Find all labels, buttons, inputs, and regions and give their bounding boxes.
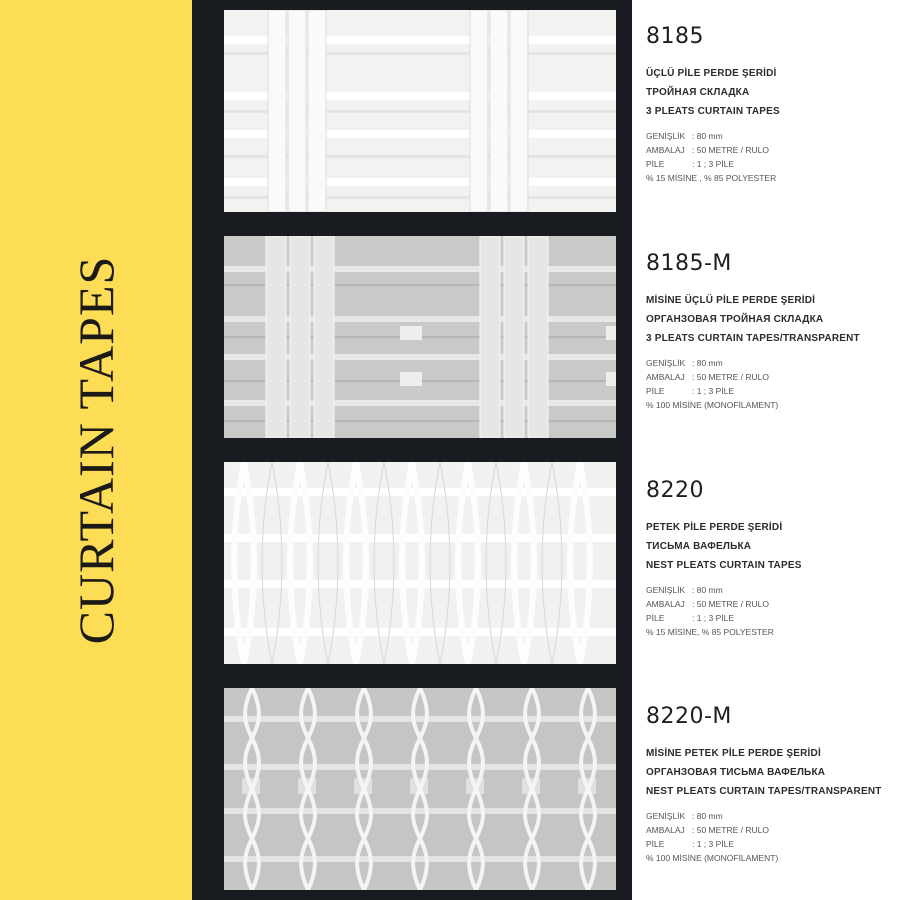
- name-english: NEST PLEATS CURTAIN TAPES: [646, 560, 802, 571]
- name-russian: ТИСЬМА ВАФЕЛЬКА: [646, 541, 752, 552]
- sidebar-title: CURTAIN TAPES: [68, 255, 124, 645]
- name-turkish: MİSİNE ÜÇLÜ PİLE PERDE ŞERİDİ: [646, 295, 816, 306]
- product-names: [646, 64, 896, 121]
- name-russian: ОРГАНЗОВАЯ ТИСЬМА ВАФЕЛЬКА: [646, 767, 826, 778]
- spec-composition: % 100 MİSİNE (MONOFİLAMENT): [646, 400, 779, 410]
- name-russian: ТРОЙНАЯ СКЛАДКА: [646, 87, 750, 98]
- name-russian: ОРГАНЗОВАЯ ТРОЙНАЯ СКЛАДКА: [646, 314, 824, 325]
- spec-pleat: PİLE : 1 ; 3 PİLE: [646, 839, 735, 849]
- product-specs: [646, 356, 896, 412]
- name-turkish: ÜÇLÜ PİLE PERDE ŞERİDİ: [646, 68, 777, 79]
- swatch-8220: [224, 462, 616, 664]
- spec-composition: % 15 MİSİNE, % 85 POLYESTER: [646, 627, 774, 637]
- swatch-8185-m: [224, 236, 616, 438]
- product-names: [646, 744, 896, 801]
- product-names: [646, 291, 896, 348]
- spec-width: GENİŞLİK : 80 mm: [646, 811, 723, 821]
- product-code: 8185: [646, 24, 704, 49]
- product-specs: [646, 583, 896, 639]
- product-info-8185-m: [646, 251, 896, 412]
- product-code: 8220: [646, 478, 704, 503]
- product-info-8220: [646, 478, 896, 639]
- product-specs: [646, 129, 896, 185]
- name-english: 3 PLEATS CURTAIN TAPES/TRANSPARENT: [646, 333, 860, 344]
- product-info-8185: [646, 24, 896, 185]
- name-english: NEST PLEATS CURTAIN TAPES/TRANSPARENT: [646, 786, 882, 797]
- product-names: [646, 518, 896, 575]
- spec-width: GENİŞLİK : 80 mm: [646, 131, 723, 141]
- spec-pleat: PİLE : 1 ; 3 PİLE: [646, 613, 735, 623]
- spec-packaging: AMBALAJ : 50 METRE / RULO: [646, 599, 769, 609]
- product-info-8220-m: [646, 704, 896, 865]
- spec-composition: % 100 MİSİNE (MONOFİLAMENT): [646, 853, 779, 863]
- spec-width: GENİŞLİK : 80 mm: [646, 358, 723, 368]
- spec-packaging: AMBALAJ : 50 METRE / RULO: [646, 145, 769, 155]
- spec-packaging: AMBALAJ : 50 METRE / RULO: [646, 372, 769, 382]
- sidebar: [0, 0, 192, 900]
- product-code: 8220-M: [646, 704, 732, 729]
- name-english: 3 PLEATS CURTAIN TAPES: [646, 106, 780, 117]
- name-turkish: MİSİNE PETEK PİLE PERDE ŞERİDİ: [646, 748, 821, 759]
- spec-packaging: AMBALAJ : 50 METRE / RULO: [646, 825, 769, 835]
- spec-composition: % 15 MİSİNE , % 85 POLYESTER: [646, 173, 777, 183]
- swatch-8185: [224, 10, 616, 212]
- swatch-8220-m: [224, 688, 616, 890]
- spec-pleat: PİLE : 1 ; 3 PİLE: [646, 386, 735, 396]
- product-specs: [646, 809, 896, 865]
- name-turkish: PETEK PİLE PERDE ŞERİDİ: [646, 522, 783, 533]
- spec-pleat: PİLE : 1 ; 3 PİLE: [646, 159, 735, 169]
- product-code: 8185-M: [646, 251, 732, 276]
- spec-width: GENİŞLİK : 80 mm: [646, 585, 723, 595]
